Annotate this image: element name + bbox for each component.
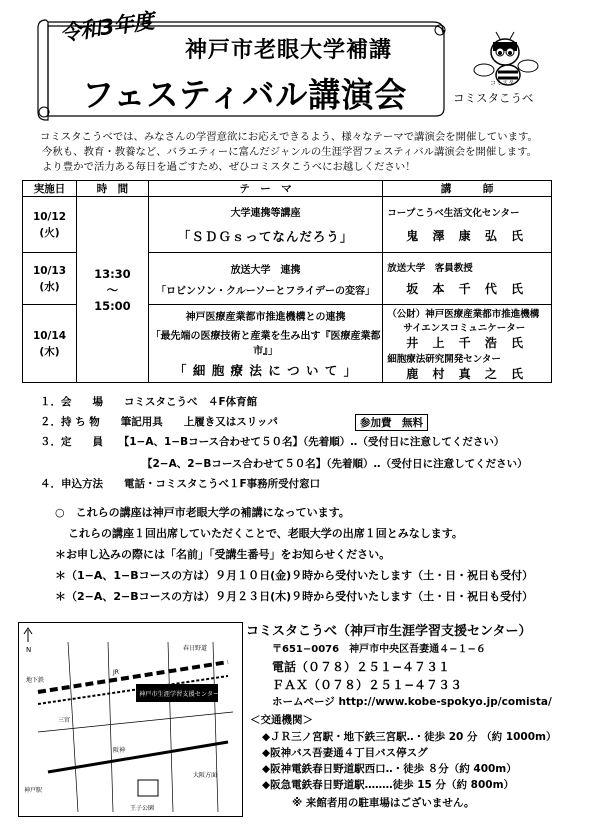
map-label-sannomiya: 三宮 [58,717,71,724]
page-title: フェスティバル講演会 [82,75,408,116]
lecturer-affiliation: コープこうべ生活文化センター [387,208,520,219]
note-2: これらの講座１回出席していただくことで、老眼大学の出席１回とみなします。 [68,527,463,540]
theme-sub: 放送大学 連携 [230,264,301,276]
info-capacity-2: 【2−A、2−Bコース合わせて５０名】（先着順）‥（受付日に注意してください） [142,458,528,470]
note-3: ＊お申し込みの際には「名前」「受講生番号」をお知らせください。 [55,548,391,561]
theme-cell [148,197,382,253]
map-label-kobe: 神戸駅 [24,787,43,794]
access-4: ◆阪急電鉄春日野道駅‥‥‥‥徒歩 15 分（約 800m） [262,779,515,791]
theme-title: 「ロビンソン・クルーソーとフライデーの変容」 [156,285,376,297]
date-cell [23,197,77,253]
lecturer-affiliation-2: 細胞療法研究開発センター [387,353,501,365]
intro-line-1: コミスタこうべでは、みなさんの学習意欲にお応えできるよう、様々なテーマで講演会を開催しています。 [40,131,538,143]
lecturer-role: サイエンスコミュニケーター [403,322,526,334]
note-1: ○ これらの講座は神戸市老眼大学の補講になっています。 [55,506,350,519]
start-time: 13:30 [94,266,131,281]
day: (木) [39,345,60,358]
contact-title: コミスタこうべ（神戸市生涯学習支援センター） [246,624,532,639]
info-capacity-1: ３．定 員 【1−A、1−Bコース合わせて５０名】（先着順）‥（受付日に注意してください） [40,436,505,448]
table-row [23,197,552,253]
contact-tel: 電話（０７８）２５１−４７３１ [272,660,451,674]
lecturer-name-2: 鹿 村 真 之 氏 [406,366,528,381]
time-cell [76,197,148,383]
table-header-row [23,181,552,197]
header-date: 実施日 [23,181,77,197]
access-2: ◆阪神バス吾妻通４丁目バス停スグ [262,747,428,759]
note-4: ＊（1−A、1−Bコースの方は）９月１０日(金)９時から受付いたします（土・日・祝日も受付） [55,569,534,582]
theme-sub: 大学連携等講座 [230,208,301,219]
contact-web-link[interactable]: ホームページ http://www.kobe-spokyo.jp/comista/ [272,696,552,708]
map-center-label: 神戸市生涯学習支援センター [139,691,220,698]
fee-box: 参加費 無料 [355,414,428,431]
mascot-badge: コミスタ [490,80,515,87]
contact-fax: ＦＡＸ（０７８）２５１−４７３３ [272,678,463,692]
lecturer-name: 坂 本 千 代 氏 [406,282,528,296]
info-apply: ４．申込方法 電話・コミスタこうべ１F事務所受付窓口 [40,478,321,490]
mascot-bee-icon [470,30,540,90]
lecturer-cell [383,253,552,305]
intro-line-3: より豊かで活力ある毎日を過ごすため、ぜひコミスタこうべにお越しください！ [42,161,416,173]
era-label: 令和3年度 [58,8,155,46]
map-label-osaka: 大阪方面 [193,772,218,779]
theme-sub: 神戸医療産業都市推進機構との連携 [185,312,346,323]
date-cell [23,253,77,305]
info-venue: １．会 場 コミスタこうべ ４F体育館 [40,396,258,408]
header-time: 時 間 [76,181,148,197]
date: 10/12 [32,210,66,223]
lecturer-affiliation: （公財）神戸医療産業都市推進機構 [387,308,540,320]
day: (火) [39,226,60,239]
date-cell [23,305,77,383]
map-label-oji-park: 王子公園 [130,805,155,812]
access-1: ◆ＪＲ三ノ宮駅・地下鉄三宮駅‥・徒歩 20 分 （約 1000m） [262,731,557,743]
date: 10/13 [32,264,66,277]
theme-cell [148,305,382,383]
lecturer-affiliation: 放送大学 客員教授 [387,263,473,274]
day: (水) [39,280,60,293]
map-label-subway: 地下鉄 [26,677,45,684]
end-time: 15:00 [94,298,131,313]
theme-box: 「最先端の医療技術と産業を生み出す『医療産業都市』」 [150,331,381,357]
map-label-kasugano: 春日野道 [183,645,208,652]
header-theme: テ ー マ [148,181,382,197]
lecturer-cell [383,197,552,253]
time-separator: ～ [106,282,119,297]
date: 10/14 [32,329,66,342]
map-label-hanshin: 阪神 [113,747,126,754]
lecturer-name: 鬼 澤 康 弘 氏 [406,229,528,243]
map-label-jr: JR [113,669,119,676]
theme-cell [148,253,382,305]
theme-title: 「ＳＤＧｓってなんだろう」 [177,229,354,244]
theme-title: 「 細 胞 療 法 に つ い て 」 [173,363,358,378]
access-map [18,622,243,817]
parking-note: ※ 来館者用の駐車場はございません。 [292,797,475,809]
subtitle: 神戸市老眼大学補講 [185,38,393,63]
header-lecturer: 講 師 [383,181,552,197]
mascot-label: コミスタこうべ [453,91,534,105]
note-5: ＊（2−A、2−Bコースの方は）９月２３日(木)９時から受付いたします（土・日・祝日も受付） [55,590,534,603]
lecturer-name: 井 上 千 浩 氏 [406,335,528,350]
schedule-table [22,180,552,383]
access-3: ◆阪神電鉄春日野道駅西口‥・徒歩 ８分（約 400m） [262,763,517,775]
lecturer-cell [383,305,552,383]
access-title: ＜交通機関＞ [250,714,313,726]
info-items: ２．持 ち 物 筆記用具 上履き又はスリッパ [40,416,278,428]
intro-line-2: 今秋も、教育・教養など、バラエティーに富んだジャンルの生涯学習フェスティバル講演会を開催します。 [42,146,538,158]
svg-text:N: N [26,646,32,654]
contact-address: 〒651−0076 神戸市中央区吾妻通４−１−６ [272,644,486,655]
